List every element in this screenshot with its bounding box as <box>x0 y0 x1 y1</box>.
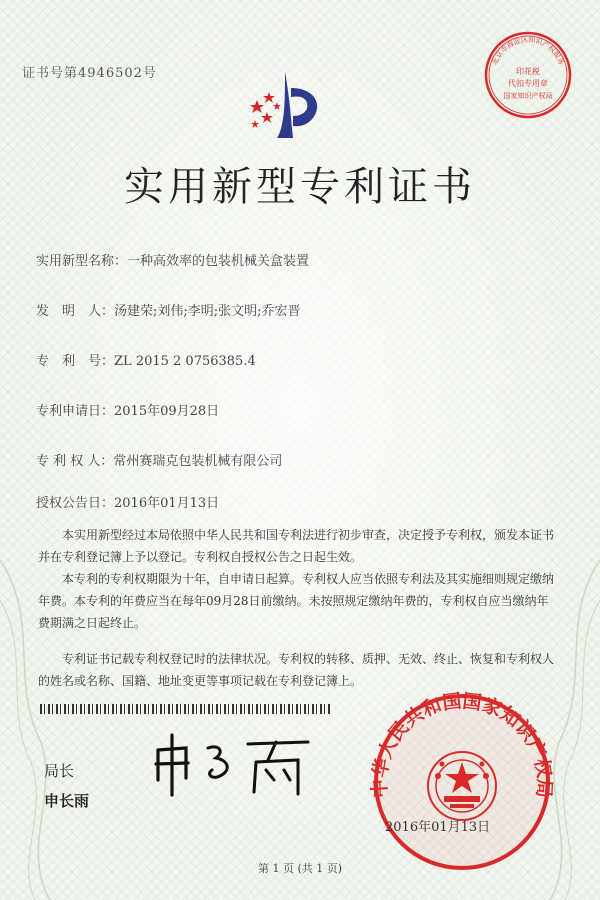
filing-date-label: 专利申请日： <box>36 404 115 419</box>
patentee-value: 常州赛瑞克包装机械有限公司 <box>113 454 283 469</box>
certificate-number: 证书号第4946502号 <box>22 66 157 81</box>
certificate-title: 实用新型专利证书 <box>124 164 476 210</box>
patentee-label: 专 利 权 人： <box>36 454 114 469</box>
field-utility-name <box>36 250 309 269</box>
sipo-seal-icon <box>362 690 562 870</box>
patent-number-label: 专 利 号： <box>36 354 115 369</box>
director-signature-icon <box>148 730 318 800</box>
field-filing-date <box>36 400 219 419</box>
body-paragraph-2: 本专利的专利权期限为十年，自申请日起算。专利权人应当依照专利法及其实施细则规定缴纳年费。本专利的年费应当在每年09月28日前缴纳。未按照规定缴纳年费的，专利权自应当缴纳年费期满之日起终止。 <box>38 572 555 630</box>
inventor-label: 发 明 人： <box>36 304 115 319</box>
tax-seal-line3: 国家知识产权局 <box>503 92 553 100</box>
field-grant-date <box>36 492 219 511</box>
inventor-value: 汤建荣;刘伟;李明;张文明;乔宏晋 <box>114 304 301 319</box>
svg-text:北京市海淀区知识产权服务 <box>490 35 566 66</box>
barcode-strip <box>40 704 330 714</box>
body-text <box>38 524 556 692</box>
tax-seal-line2: 代扣专用章 <box>508 79 548 88</box>
grant-date-value: 2016年01月13日 <box>114 496 220 511</box>
director-title: 局长 <box>44 762 75 780</box>
seal-arc-text: 中华人民共和国国家知识产权局 <box>368 690 556 799</box>
director-name: 申长雨 <box>44 792 90 810</box>
tax-seal-line1: 印花税 <box>516 67 540 76</box>
utility-name-value: 一种高效率的包装机械关盒装置 <box>127 254 310 269</box>
page-number: 第 1 页 (共 1 页) <box>257 862 343 875</box>
sipo-logo-icon <box>245 70 325 140</box>
patent-number-value: ZL 2015 2 0756385.4 <box>114 354 256 369</box>
body-paragraph-1: 本实用新型经过本局依照中华人民共和国专利法进行初步审查，决定授予专利权，颁发本证书并在专利登记簿上予以登记。专利权自授权公告之日起生效。 <box>38 528 555 564</box>
field-inventor <box>36 300 301 319</box>
tax-seal-icon <box>483 30 573 120</box>
utility-name-label: 实用新型名称： <box>36 254 128 269</box>
issue-date: 2016年01月13日 <box>385 820 491 835</box>
tax-seal-outer-text: 北京市海淀区知识产权服务 <box>490 35 566 67</box>
body-paragraph-3: 专利证书记载专利权登记时的法律状况。专利权的转移、质押、无效、终止、恢复和专利权人的姓名或名称、国籍、地址变更等事项记载在专利登记簿上。 <box>38 652 555 688</box>
filing-date-value: 2015年09月28日 <box>114 404 220 419</box>
grant-date-label: 授权公告日： <box>36 496 115 511</box>
field-patentee <box>36 450 282 469</box>
field-patent-number <box>36 350 256 369</box>
